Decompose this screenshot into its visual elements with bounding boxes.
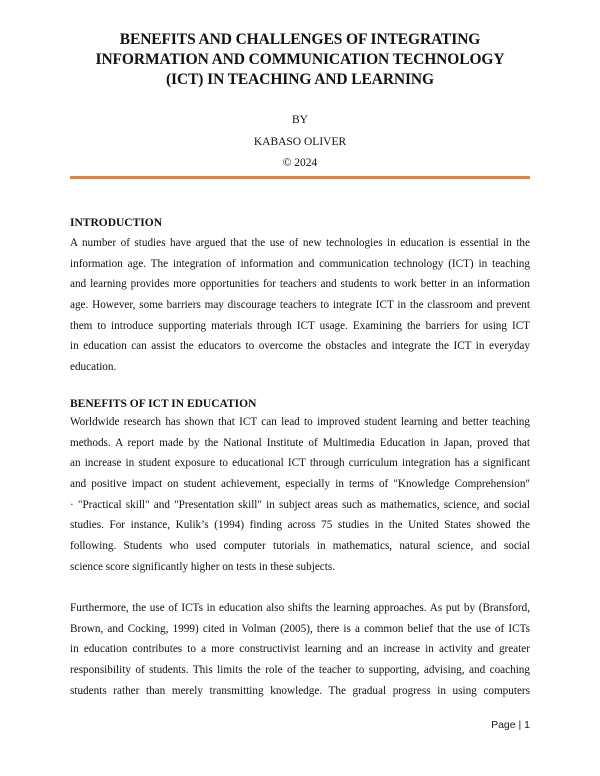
document-title [60,30,540,90]
paragraph-line: science score significantly higher on tests in these subjects. [70,560,336,573]
title-line: INFORMATION AND COMMUNICATION TECHNOLOGY [95,51,505,68]
page-number: Page | 1 [491,719,530,731]
paragraph-line: and positive impact on student achievement, especially in terms of "Knowledge Comprehension" [70,478,530,491]
paragraph-line: in education contributes to a more constructivist learning and an increase in activity and greater [70,643,530,656]
paragraph-line: · "Practical skill" and "Presentation skill" in subject areas such as mathematics, science, and social [70,498,530,511]
by-label: BY [292,114,308,126]
paragraph-line: methods. A report made by the National Institute of Multimedia Education in Japan, proved that [70,436,530,449]
paragraph-line: students rather than merely transmitting knowledge. The gradual progress in using computers [70,684,530,697]
furthermore-paragraph [70,598,530,701]
title-line: (ICT) IN TEACHING AND LEARNING [165,71,434,88]
paragraph-line: studies. For instance, Kulik’s (1994) finding across 75 studies in the United States showed the [70,519,530,532]
paragraph-line: age. However, some barriers may discourage teachers to integrate ICT in the classroom and prevent [70,299,530,312]
paragraph-line: responsibility of students. This limits the role of the teacher to supporting, advising, and coaching [70,664,530,677]
paragraph-line: in education can assist the educators to overcome the obstacles and integrate the ICT in everyday [70,340,530,353]
paragraph-line: Brown, and Cocking, 1999) cited in Volman (2005), there is a common belief that the use of ICTs [70,622,530,635]
benefits-paragraph [70,412,530,578]
paragraph-line: an increase in student exposure to educational ICT through curriculum integration has a significant [70,457,530,470]
paragraph-line: A number of studies have argued that the use of new technologies in education is essential in the [70,237,530,249]
paragraph-line: them to introduce supporting materials through ICT usage. Examining the barriers for using ICT [70,319,530,332]
accent-divider [70,176,530,179]
section-heading-benefits: BENEFITS OF ICT IN EDUCATION [70,398,257,410]
paragraph-line: Worldwide research has shown that ICT can lead to improved student learning and better teaching [70,416,530,428]
paragraph-line: information age. The integration of information and communication technology (ICT) in teaching [70,257,530,270]
paragraph-line: education. [70,361,117,374]
title-line: BENEFITS AND CHALLENGES OF INTEGRATING [119,31,481,48]
author-name: KABASO OLIVER [253,136,347,148]
introduction-paragraph [70,233,530,378]
section-heading-introduction: INTRODUCTION [70,217,163,229]
copyright-line: © 2024 [282,157,318,169]
paragraph-line: following. Students who used computer tutorials in mathematics, natural science, and social [70,540,530,553]
paragraph-line: Furthermore, the use of ICTs in education also shifts the learning approaches. As put by (Bransford, [70,602,530,614]
paragraph-line: and learning provides more opportunities for teachers and students to work better in an information [70,278,530,291]
